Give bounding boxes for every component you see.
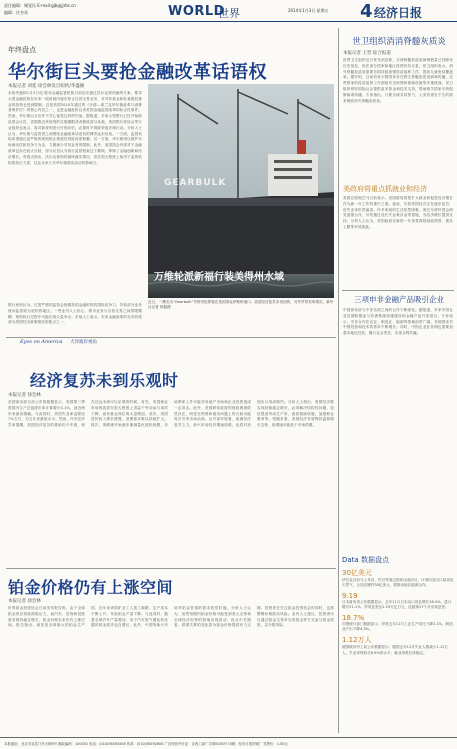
data-item-text: 日本财务省公布数据显示，去年11月日本出口同比增长18.4%，进口增长21.1%，贸易逆差达1.29万亿日元，连续第17个月出现逆差。 xyxy=(342,599,452,610)
page-footer: 本报地址：北京市宣武门外大街6号 邮政编码：100052 电话：(010)58393456 传真：(010)58392600 广告经营许可证：京西工商广字第0035号 印刷：经济日报印刷厂 零售价：1.50元 xyxy=(0,737,457,749)
data-item xyxy=(342,592,454,611)
ship-photo xyxy=(148,84,334,298)
lead-byline: 本报记者 刘延 徐会林发自纽约/华盛顿 xyxy=(8,84,85,89)
platinum-body: 世界铂金投资协会日前发布报告称，由于全球铂金供应持续面临压力，而汽车、首饰和投资需求保持稳定增长，铂金价格未来仍有上涨空间。报告指出，南非是全球最大的铂金生产国，近年来该国矿业工人罢工频繁，生产成本不断上升，导致铂金产量下降。与此同时，随着全球汽车产量增加，用于汽车尾气催化转化器的铂金需求也在增长。此外，中国等新兴市场对铂金首饰的需求依然旺盛。分析人士认为，虽然短期内铂金价格可能受到美元走势和全球经济形势的影响出现波动，但从中长期看，供需关系的变化将为铂金价格提供有力支撑。投资者在关注铂金投资机会的同时，也需警惕价格波动风险。业内人士建议，投资者可以通过铂金交易所交易基金等方式参与铂金投资，以分散风险。 xyxy=(8,606,334,628)
section-title-cn: 世界 xyxy=(218,7,240,20)
column-sublabel: 大洋彼岸视角 xyxy=(70,340,97,345)
lead-body-cont: 银行家则认为，过度严格的监管会削弱美国金融机构的国际竞争力，导致部分业务流向监管较为宽松的地区。一些业内人士担心，做市业务与自营交易之间界限模糊，规则执行过程中可能出现大量争议。市场人士表示，未来金融改革的走向仍将成为美国经济政策辩论的焦点之一。 xyxy=(8,303,142,325)
economy-byline: 本报记者 徐会林 xyxy=(8,393,41,398)
data-item-number: 18.7% xyxy=(342,613,365,622)
right-story-3-headline: 三项申非金融产品吸引企业 xyxy=(354,295,444,304)
data-item-number: 30亿美元 xyxy=(342,569,372,577)
column-divider xyxy=(338,28,339,733)
platinum-headline: 铂金价格仍有上涨空间 xyxy=(8,578,174,597)
divider xyxy=(342,290,454,291)
issue-date: 2014年1月3日 星期五 xyxy=(288,8,329,13)
data-box xyxy=(342,555,454,735)
data-box-title: Data 数据盘点 xyxy=(342,556,389,564)
editor-line-2: 编辑：任杏英 xyxy=(4,10,28,15)
section-rule xyxy=(6,337,336,338)
economy-body: 美国商务部日前公布的数据显示，美国第三季度国内生产总值按年率计算增长4.1%，创近两年来最高增幅。与此同时，美国失业率也降至7%左右，为五年来最低水平。然而，许多经济学家提醒，美国经济复苏的基础仍不牢固，现在还远未到可以乐观的时候。首先，美国就业市场的改善在很大程度上得益于劳动参与率的下降，而非就业岗位的大量增加。其次，美国居民收入增长缓慢，消费需求难以持续扩大。再次，美联储开始逐步缩减量化宽松规模，市场利率上升可能对房地产市场和企业投资造成一定冲击。此外，美国联邦政府的财政困境依然存在，两党在预算和债务问题上的分歧可能再次引发市场动荡。从外部环境看，欧洲经济复苏乏力，新兴市场经济增速放缓，也将对美国出口形成制约。分析人士指出，美国经济要实现持续稳定增长，必须解决结构性问题，包括提高劳动生产率、改善基础设施、加强职业教育等。短期来看，美国经济有望保持温和增长态势，但增速可能低于市场预期。 xyxy=(8,400,334,428)
lead-body: 本报华盛顿1月2日电 联邦金融监管机构日前宣布通过沃尔克规则最终方案，要求大型金融机构在未来一段时间内逐步停止自营交易业务，对对冲基金和私募股权基金的投资也受到限制。这是美国2010年通过的《多德—弗兰克华尔街改革与消费者保护法》的核心内容之一，也是金融危机以来美国金融监管改革的标志性事件。然而，华尔街巨头们并不甘心接受这样的约束。据报道，多家大型银行已经开始游说国会议员，试图推迟该规则的实施期限或者修改部分条款。美国银行家协会等行业组织也表示，将对新规则进行仔细评估，必要时不排除采取法律行动。分析人士认为，华尔街与监管者之间围绕金融改革话语权的博弈远未结束。一方面，监管机构希望通过更严格的规则防止系统性风险再度积累；另一方面，华尔街则以维护市场流动性和竞争力为由，力图减少对其业务的限制。此外，美国国会内部对于金融改革也存在较大分歧，部分议员认为现行监管框架过于繁琐，抑制了金融创新和经济增长。有观点指出，沃尔克规则的最终落实情况，将在很大程度上取决于监管机构的执行力度，以及未来几年华尔街游说活动的影响力。 xyxy=(8,91,142,165)
economy-headline: 经济复苏未到乐观时 xyxy=(30,371,179,390)
right-story-2-body: 美国总统奥巴马日前表示，美国政府将把扩大就业和促进经济增长作为新一年工作的重中之重。他说，尽管美国经济正在逐步复苏，但失业率仍然偏高，许多家庭的生活依然困难。奥巴马呼吁国会两党加强合作，尽快通过延长失业救济金等措施，为经济增长提供支持。分析人士认为，美国政府在新的一年里将面临财政预算、债务上限等多项挑战。 xyxy=(343,196,453,229)
right-story-2-headline: 美政府将重点抓就业和经济 xyxy=(343,185,427,193)
ship-name: GEARBULK xyxy=(164,178,227,188)
section-rule-2 xyxy=(6,568,336,569)
newspaper-logo: 经济日报 xyxy=(374,6,423,20)
editor-line: 责任编辑：谢觉民 E-mail:gjb@jjrbs.cn xyxy=(4,3,76,8)
lead-headline: 华尔街巨头要抢金融改革话语权 xyxy=(8,62,267,83)
data-item xyxy=(342,614,454,633)
right-story-1-body: 世界卫生组织近日发布消息称，全球脊髓灰质炎病例数量已经降至历史低位，但在部分国家和地区疫情仍有反复。世卫组织表示，消灭脊髓灰质炎需要各国持续加强疫苗接种工作，提高儿童免疫覆盖率。据介绍，目前仍有少数国家存在野生脊髓灰质炎病毒传播，这些国家的疫苗接种工作面临安全形势和基础设施等多重挑战。世卫组织呼吁国际社会提供更多资金和技术支持，帮助相关国家尽快阻断病毒传播。专家指出，只要全球共同努力，人类有望在不久的将来彻底消灭脊髓灰质炎。 xyxy=(343,58,453,103)
data-item-text: 伊拉克目前与土耳其、约旦等周边国家达成协议，计划向其出口原油及天然气，合同总额约30亿美元，将推动地区能源合作。 xyxy=(342,578,454,588)
data-item-text: 德国联邦劳工局公布数据显示，德国去年12月失业人数减少1.12万人，失业率保持在6.9%的水平，就业形势总体稳定。 xyxy=(342,645,449,655)
data-item-number: 1.12万人 xyxy=(342,636,372,645)
right-story-1-byline: 本报记者 王晋 综合报道 xyxy=(343,51,391,56)
photo-overlay-title: 万维轮派新福行装美得州水域 xyxy=(154,272,284,283)
data-item xyxy=(342,568,454,589)
data-item-number: 9.19 xyxy=(342,591,358,600)
column-label: Eyes on America xyxy=(20,339,63,345)
platinum-byline: 本报记者 徐会林 xyxy=(8,599,41,604)
right-story-3-body: 中国商务部与中非各国之间的合作不断深化。据报道，多家中国企业近期积极参与非洲基础设施建设和金融产品开发项目。专家表示，中非合作在农业、制造业、能源等领域前景广阔，非洲国家对中国投资和技术的需求不断增长。同时，中国企业在非洲也需要加强本地化经营，履行社会责任，实现互利共赢。 xyxy=(343,308,453,336)
photo-caption: 近日，一艘名为“Gearbulk”号的货轮停靠在美国得克萨斯州港口。美国经济复苏步伐加快，对外贸易有所增长。新华社记者 杨磊摄 xyxy=(148,300,334,309)
data-item-text: 印度统计部门数据显示，印度去年11月工业生产同比下降2.1%，制造业产出下降4.3%。 xyxy=(342,621,453,632)
page-number: 4 xyxy=(360,1,373,22)
right-story-1-headline: 世卫组织消消脊髓灰质炎 xyxy=(352,37,446,47)
lead-kicker: 年终盘点 xyxy=(8,46,36,54)
data-item xyxy=(342,635,454,656)
section-title-en: WORLD xyxy=(168,4,225,19)
